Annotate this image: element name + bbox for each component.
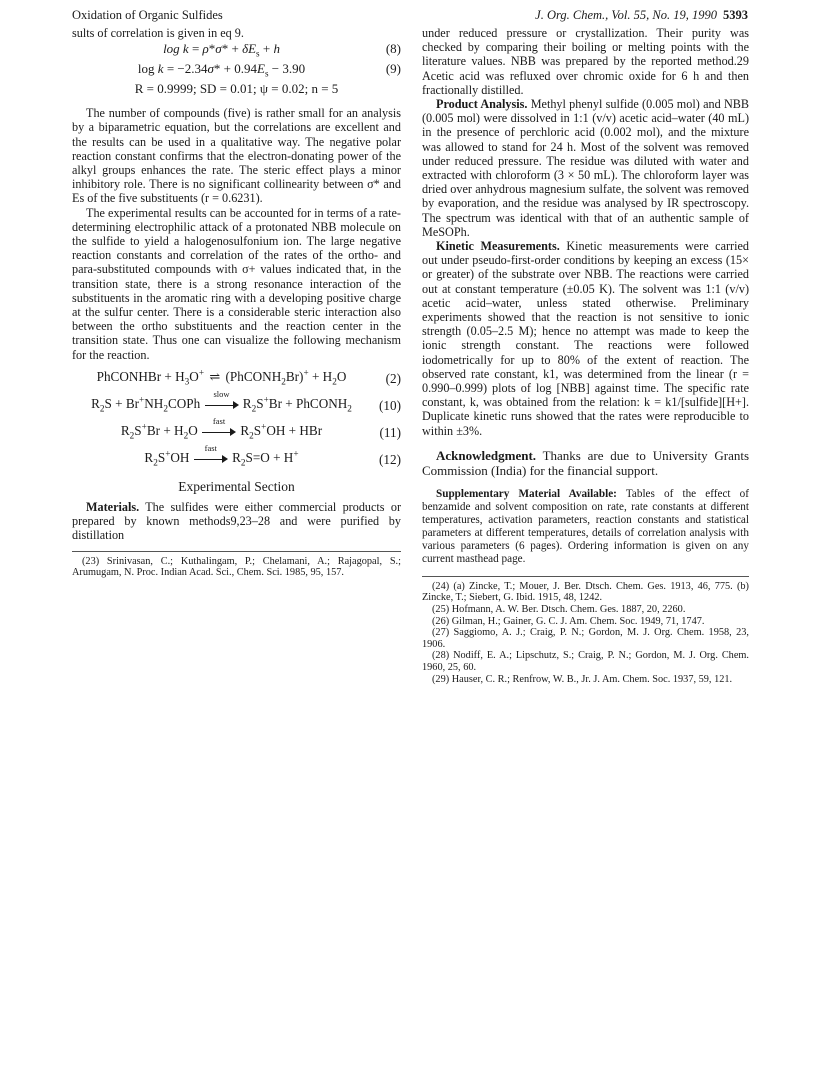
running-title: Oxidation of Organic Sulfides bbox=[72, 8, 223, 22]
footnote-rule bbox=[72, 551, 401, 552]
kinetic-text: Kinetic measurements were carried out under pseudo-first-order conditions by keeping an excess (15× or greater) of the substrate over NBB. The reactions were carried out at constant temperature (±0.05 K). The solvent was 1:1 (v/v) acetic acid–water, unless stated otherwise. Preliminary experiments showed that the reaction is not sensitive to ionic strength (0.05–2.5 M); hence no attempt was made to keep the ionic strength constant. The reactions were followed iodometrically for up to 80% of the extent of reaction. The observed rate constant, k1, was determined from the linear (r = 0.990–0.999) plots of log [NBB] against time. The specific rate constant, k, was obtained from the relation: k = k1/[sulfide][H+]. Duplicate kinetic runs showed that the rates were reproducible to within ±3%. bbox=[422, 239, 750, 438]
kinetic-heading: Kinetic Measurements. bbox=[436, 239, 560, 254]
paragraph-materials-continued: under reduced pressure or crystallization. Their purity was checked by comparing their boiling or melting points with the literature values. NBB was prepared by the reported method.29 Acetic acid was refluxed over chromic oxide for 6 h and then fractionally distilled. bbox=[422, 26, 749, 97]
footnote-29: (29) Hauser, C. R.; Renfrow, W. B., Jr. J. Am. Chem. Soc. 1937, 59, 121. bbox=[432, 673, 733, 685]
footnote-rule bbox=[422, 576, 749, 577]
paragraph-product-analysis bbox=[422, 97, 749, 239]
reaction-12-number: (12) bbox=[379, 451, 401, 467]
statistics-line bbox=[72, 82, 401, 100]
statistics-text: R = 0.9999; SD = 0.01; ψ = 0.02; n = 5 bbox=[134, 81, 339, 97]
product-analysis-heading: Product Analysis. bbox=[436, 97, 528, 112]
materials-heading: Materials. bbox=[86, 500, 140, 515]
equation-8: $\log k = \rho*\sigma* + \delta E_s + h$ (8) bbox=[163, 41, 401, 59]
footnote-23: (23) Srinivasan, C.; Kuthalingam, P.; Chelamani, A.; Rajagopal, S.; Arumugam, N. Proc. Indian Acad. Sci., Chem. Sci. 1985, 95, 157. bbox=[72, 555, 401, 579]
journal-name: J. Org. Chem., Vol. 55, No. 19, 1990 bbox=[535, 8, 717, 22]
reaction-11-label: fast bbox=[212, 415, 226, 426]
materials-text: The sulfides were either commercial products or prepared by known methods9,23–28 and were purified by distillation bbox=[72, 500, 401, 543]
supplementary-heading: Supplementary Material Available: bbox=[436, 487, 617, 500]
product-analysis-text: Methyl phenyl sulfide (0.005 mol) and NBB (0.005 mol) were dissolved in 1:1 (v/v) acetic acid–water (40 mL) in the presence of perchloric acid (0.002 mol), and the mixture was allowed to stand for 24 h. Most of the solvent was removed under reduced pressure. The residue was diluted with water and extracted with chloroform (3 × 50 mL). The chloroform layer was dried over anhydrous magnesium sulfate, the solvent was removed by evaporation, and the residue was analysed by IR spectroscopy. The spectrum was identical with that of an authentic sample of MeSOPh. bbox=[422, 97, 750, 239]
equation-8-number: (8) bbox=[385, 41, 401, 57]
footnote-28: (28) Nodiff, E. A.; Lipschutz, S.; Craig, P. N.; Gordon, M. J. Org. Chem. 1960, 25, 60. bbox=[422, 650, 749, 674]
reaction-2-number: (2) bbox=[385, 370, 401, 386]
equation-9-number: (9) bbox=[385, 61, 401, 77]
equation-9: $\log k = -2.34\sigma* + 0.94E_s - 3.90$ (9) bbox=[137, 61, 401, 79]
reaction-arrow-icon bbox=[205, 388, 239, 410]
paragraph-collinearity: The number of compounds (five) is rather small for an analysis by a biparametric equation, but the correlations are excellent and the results can be used in a qualitative way. The negative polar reaction constant confirms that the electron-donating power of the alkyl groups enhances the rate. The steric effect plays a minor inhibitory role. There is no significant collinearity between σ* and Es of the five substituents (r = 0.6231). bbox=[72, 106, 401, 206]
right-column bbox=[422, 26, 749, 685]
reaction-arrow-icon bbox=[202, 415, 236, 437]
journal-citation bbox=[535, 8, 748, 23]
intro-line: sults of correlation is given in eq 9. bbox=[72, 26, 244, 40]
section-title: Experimental Section bbox=[178, 478, 295, 494]
paragraph-supplementary bbox=[422, 488, 749, 566]
footnote-27: (27) Saggiomo, A. J.; Craig, P. N.; Gordon, M. J. Org. Chem. 1958, 23, 1906. bbox=[422, 627, 749, 650]
reaction-11-number: (11) bbox=[379, 424, 401, 440]
reaction-11: $R_2S^+Br + H_2O$ fast $R_2S^+OH$ + HBr (11) bbox=[120, 415, 401, 441]
reaction-10-label: slow bbox=[213, 388, 230, 399]
paragraph-materials bbox=[72, 500, 401, 543]
footnote-24: (24) (a) Zincke, T.; Mouer, J. Ber. Dtsch. Chem. Ges. 1913, 46, 775. (b) Zincke, T.; Siebert, G. Ibid. 1915, 48, 1242. bbox=[422, 580, 749, 604]
paragraph-kinetic bbox=[422, 239, 749, 438]
reaction-12: $R_2S^+OH$ fast $R_2S=O + H^+$ (12) bbox=[144, 442, 401, 468]
footnote-25: (25) Hofmann, A. W. Ber. Dtsch. Chem. Ges. 1887, 20, 2260. bbox=[432, 604, 686, 616]
paragraph-acknowledgment bbox=[422, 448, 749, 478]
supplementary-text: Tables of the effect of benzamide and solvent composition on rate, rate constants at different temperatures, activation parameters, reaction constants and statistical parameters at different temperatures, details of correlation analysis with various parameters (6 pages). Ordering information is given on any current masthead page. bbox=[422, 487, 749, 565]
reaction-arrow-icon bbox=[194, 442, 228, 464]
reaction-10: $R_2S$ + $Br^+NH_2COPh$ slow $R_2S^+Br$ + PhCONH$_2$ (10) bbox=[91, 388, 401, 414]
reaction-12-label: fast bbox=[204, 442, 217, 453]
paragraph-mechanism: The experimental results can be accounted for in terms of a rate-determining electrophilic attack of a protonated NBB molecule on the sulfide to yield a halogenosulfonium ion. The large negative reaction constants and correlation of the rates of the ortho- and para-substituted compounds with σ+ values indicated that, in the transition state, there is a strong resonance interaction of the substituents in the aromatic ring with a developing positive charge at the sulfur center. There is a considerable steric interaction also between the ortho substituents and the reaction center in the transition state. Thus one can visualize the following mechanism for the reaction. bbox=[72, 205, 401, 362]
page-number: 5393 bbox=[723, 8, 748, 22]
reaction-10-number: (10) bbox=[379, 397, 401, 413]
acknowledgment-text: Thanks are due to University Grants Commission (India) for the financial support. bbox=[422, 447, 750, 478]
footnote-26: (26) Gilman, H.; Gainer, G. C. J. Am. Chem. Soc. 1949, 71, 1747. bbox=[432, 615, 705, 627]
acknowledgment-heading: Acknowledgment. bbox=[436, 447, 537, 463]
reaction-2: PhCONHBr + $H_3O^+$ ⇌ (PhCONH$_2$Br)+ + $H_2O$ (2) bbox=[96, 367, 401, 387]
left-column bbox=[72, 26, 401, 579]
